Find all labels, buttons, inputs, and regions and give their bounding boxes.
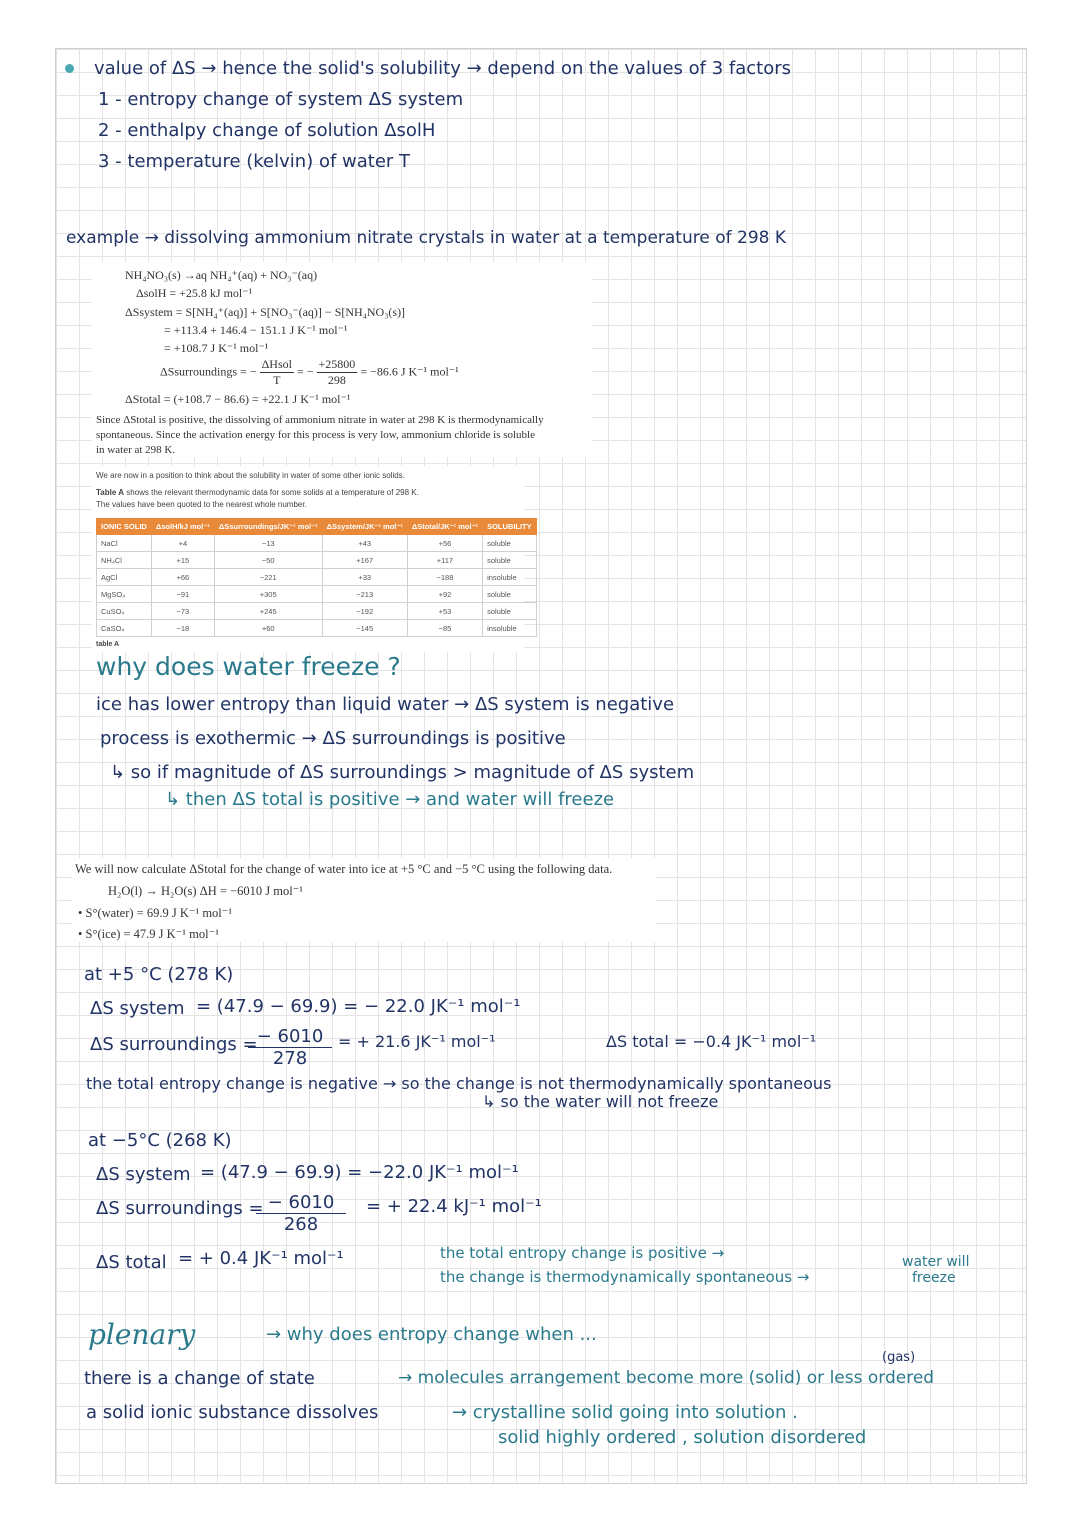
eq6-lhs: ΔSsurroundings = − <box>160 364 257 379</box>
table-cell: +33 <box>322 569 407 586</box>
table-cell: −145 <box>322 620 407 637</box>
table-cell: soluble <box>483 535 537 552</box>
plenary-gas-note: (gas) <box>882 1350 916 1365</box>
table-cell: −73 <box>151 603 214 620</box>
minus5-total-rhs: = + 0.4 JK⁻¹ mol⁻¹ <box>178 1248 344 1269</box>
plus5-system-rhs: = (47.9 − 69.9) = − 22.0 JK⁻¹ mol⁻¹ <box>196 996 521 1017</box>
table-cell: +167 <box>322 552 407 569</box>
minus5-total-lhs: ΔS total <box>96 1252 167 1273</box>
table-cell: +245 <box>214 603 322 620</box>
table-cell: +15 <box>151 552 214 569</box>
table-cell: +60 <box>214 620 322 637</box>
table-cell: soluble <box>483 586 537 603</box>
table-cell: CuSO₄ <box>97 603 152 620</box>
table-row <box>97 586 537 603</box>
minus5-conclusion-2: the change is thermodynamically spontaneous → <box>440 1268 810 1286</box>
entropy-total-equation: ΔStotal = (+108.7 − 86.6) = +22.1 J K⁻¹ mol⁻¹ <box>125 392 351 406</box>
freeze-line-4: ↳ then ΔS total is positive → and water will freeze <box>165 789 615 810</box>
table-row <box>97 603 537 620</box>
minus5-title: at −5°C (268 K) <box>88 1130 232 1151</box>
minus5-system-lhs: ΔS system <box>96 1164 191 1185</box>
calc-intro: We will now calculate ΔStotal for the change of water into ice at +5 °C and −5 °C using the following data. <box>75 862 613 876</box>
entropy-system-values: = +113.4 + 146.4 − 151.1 J K⁻¹ mol⁻¹ <box>164 323 348 337</box>
table-header: ΔsolH/kJ mol⁻¹ <box>151 519 214 535</box>
table-cell: −18 <box>151 620 214 637</box>
plus5-conclusion-1: the total entropy change is negative → so the change is not thermodynamically spontaneous <box>86 1074 832 1093</box>
entropy-system-expression: ΔSsystem = S[NH₄⁺(aq)] + S[NO₃⁻(aq)] − S[NH₄NO₃(s)] <box>125 305 406 319</box>
table-cell: −91 <box>151 586 214 603</box>
entropy-water: • S°(water) = 69.9 J K⁻¹ mol⁻¹ <box>78 906 233 920</box>
minus5-surroundings-fraction: $\frac{- 6010}{268}$ <box>256 1192 346 1235</box>
table-cell: insoluble <box>483 620 537 637</box>
table-cell: CaSO₄ <box>97 620 152 637</box>
plus5-surroundings-lhs: ΔS surroundings = <box>90 1034 258 1055</box>
example-heading: example → dissolving ammonium nitrate crystals in water at a temperature of 298 K <box>66 228 787 248</box>
minus5-surroundings-rhs: = + 22.4 kJ⁻¹ mol⁻¹ <box>366 1196 542 1217</box>
table-caption: table A <box>96 641 120 648</box>
factor-2: 2 - enthalpy change of solution ΔsolH <box>98 120 436 141</box>
minus5-conclusion-3b: freeze <box>912 1270 956 1286</box>
table-cell: MgSO₄ <box>97 586 152 603</box>
factor-3: 3 - temperature (kelvin) of water T <box>98 151 411 172</box>
table-cell: +4 <box>151 535 214 552</box>
plenary-line-2b: → crystalline solid going into solution . <box>452 1402 798 1423</box>
table-cell: −213 <box>322 586 407 603</box>
plenary-line-1a: there is a change of state <box>84 1368 315 1389</box>
thermodynamic-data-table <box>96 518 537 637</box>
freeze-heading: why does water freeze ? <box>96 652 401 681</box>
freeze-line-3: ↳ so if magnitude of ΔS surroundings > magnitude of ΔS system <box>110 762 695 783</box>
table-cell: +305 <box>214 586 322 603</box>
conclusion-line-1: Since ΔStotal is positive, the dissolving of ammonium nitrate in water at 298 K is thermodynamically <box>96 414 544 426</box>
table-intro-1: We are now in a position to think about the solubility in water of some other ionic solids. <box>96 471 405 480</box>
conclusion-line-2: spontaneous. Since the activation energy for this process is very low, ammonium chloride is soluble <box>96 429 535 441</box>
minus5-conclusion-3a: water will <box>902 1254 970 1270</box>
table-header: ΔSsurroundings/JK⁻¹ mol⁻¹ <box>214 519 322 535</box>
table-cell: soluble <box>483 603 537 620</box>
plus5-surroundings-fraction: $\frac{- 6010}{278}$ <box>248 1026 332 1069</box>
table-cell: NaCl <box>97 535 152 552</box>
table-header: SOLUBILITY <box>483 519 537 535</box>
enthalpy-solution: ΔsolH = +25.8 kJ mol⁻¹ <box>136 286 253 300</box>
table-cell: insoluble <box>483 569 537 586</box>
entropy-ice: • S°(ice) = 47.9 J K⁻¹ mol⁻¹ <box>78 927 219 941</box>
table-cell: +43 <box>322 535 407 552</box>
conclusion-line-3: in water at 298 K. <box>96 444 176 456</box>
minus5-surroundings-lhs: ΔS surroundings = <box>96 1198 264 1219</box>
plenary-line-1b: → molecules arrangement become more (solid) or less ordered <box>398 1368 935 1388</box>
factors-intro: value of ΔS → hence the solid's solubility → depend on the values of 3 factors <box>94 58 791 79</box>
eq6-mid: = − <box>296 364 314 379</box>
plus5-conclusion-2: ↳ so the water will not freeze <box>482 1092 719 1111</box>
table-cell: +92 <box>407 586 482 603</box>
factor-1: 1 - entropy change of system ΔS system <box>98 89 464 110</box>
table-row <box>97 569 537 586</box>
table-cell: −50 <box>214 552 322 569</box>
minus5-system-rhs: = (47.9 − 69.9) = −22.0 JK⁻¹ mol⁻¹ <box>200 1162 519 1183</box>
table-cell: +117 <box>407 552 482 569</box>
table-row <box>97 552 537 569</box>
table-header: IONIC SOLID <box>97 519 152 535</box>
plenary-question: → why does entropy change when ... <box>266 1324 597 1345</box>
table-cell: −221 <box>214 569 322 586</box>
eq6-fraction-1: $\frac{\text{ΔHsol}}{T}$ <box>261 357 292 387</box>
table-cell: AgCl <box>97 569 152 586</box>
table-a <box>96 518 537 637</box>
minus5-conclusion-1: the total entropy change is positive → <box>440 1244 725 1262</box>
entropy-surroundings-equation <box>160 357 459 388</box>
eq6-rhs: = −86.6 J K⁻¹ mol⁻¹ <box>360 364 459 379</box>
freeze-line-1: ice has lower entropy than liquid water → ΔS system is negative <box>96 694 675 715</box>
table-header: ΔStotal/JK⁻¹ mol⁻¹ <box>407 519 482 535</box>
table-cell: soluble <box>483 552 537 569</box>
plus5-total: ΔS total = −0.4 JK⁻¹ mol⁻¹ <box>606 1032 817 1051</box>
plenary-line-3: solid highly ordered , solution disordered <box>498 1427 867 1448</box>
plenary-title: plenary <box>88 1318 196 1351</box>
water-freezing-equation: H₂O(l) → H₂O(s) ΔH = −6010 J mol⁻¹ <box>108 884 304 898</box>
table-intro-2: Table A shows the relevant thermodynamic data for some solids at a temperature of 298 K. <box>96 488 419 497</box>
table-cell: NH₄Cl <box>97 552 152 569</box>
table-cell: +66 <box>151 569 214 586</box>
table-header: ΔSsystem/JK⁻¹ mol⁻¹ <box>322 519 407 535</box>
plus5-surroundings-rhs: = + 21.6 JK⁻¹ mol⁻¹ <box>338 1032 496 1051</box>
table-intro-3: The values have been quoted to the nearest whole number. <box>96 500 307 509</box>
table-header-row <box>97 519 537 535</box>
plenary-line-2a: a solid ionic substance dissolves <box>86 1402 379 1423</box>
plus5-title: at +5 °C (278 K) <box>84 964 234 985</box>
table-cell: −192 <box>322 603 407 620</box>
table-row <box>97 620 537 637</box>
entropy-system-result: = +108.7 J K⁻¹ mol⁻¹ <box>164 341 269 355</box>
table-row <box>97 535 537 552</box>
table-cell: −188 <box>407 569 482 586</box>
reaction-equation: NH₄NO₃(s) →aq NH₄⁺(aq) + NO₃⁻(aq) <box>125 268 318 282</box>
plus5-system-lhs: ΔS system <box>90 998 185 1019</box>
table-cell: +53 <box>407 603 482 620</box>
table-cell: −13 <box>214 535 322 552</box>
freeze-line-2: process is exothermic → ΔS surroundings is positive <box>100 728 566 749</box>
eq6-fraction-2: $\frac{+25800}{298}$ <box>318 357 356 387</box>
bullet-dot <box>65 64 74 73</box>
table-cell: +56 <box>407 535 482 552</box>
table-cell: −85 <box>407 620 482 637</box>
